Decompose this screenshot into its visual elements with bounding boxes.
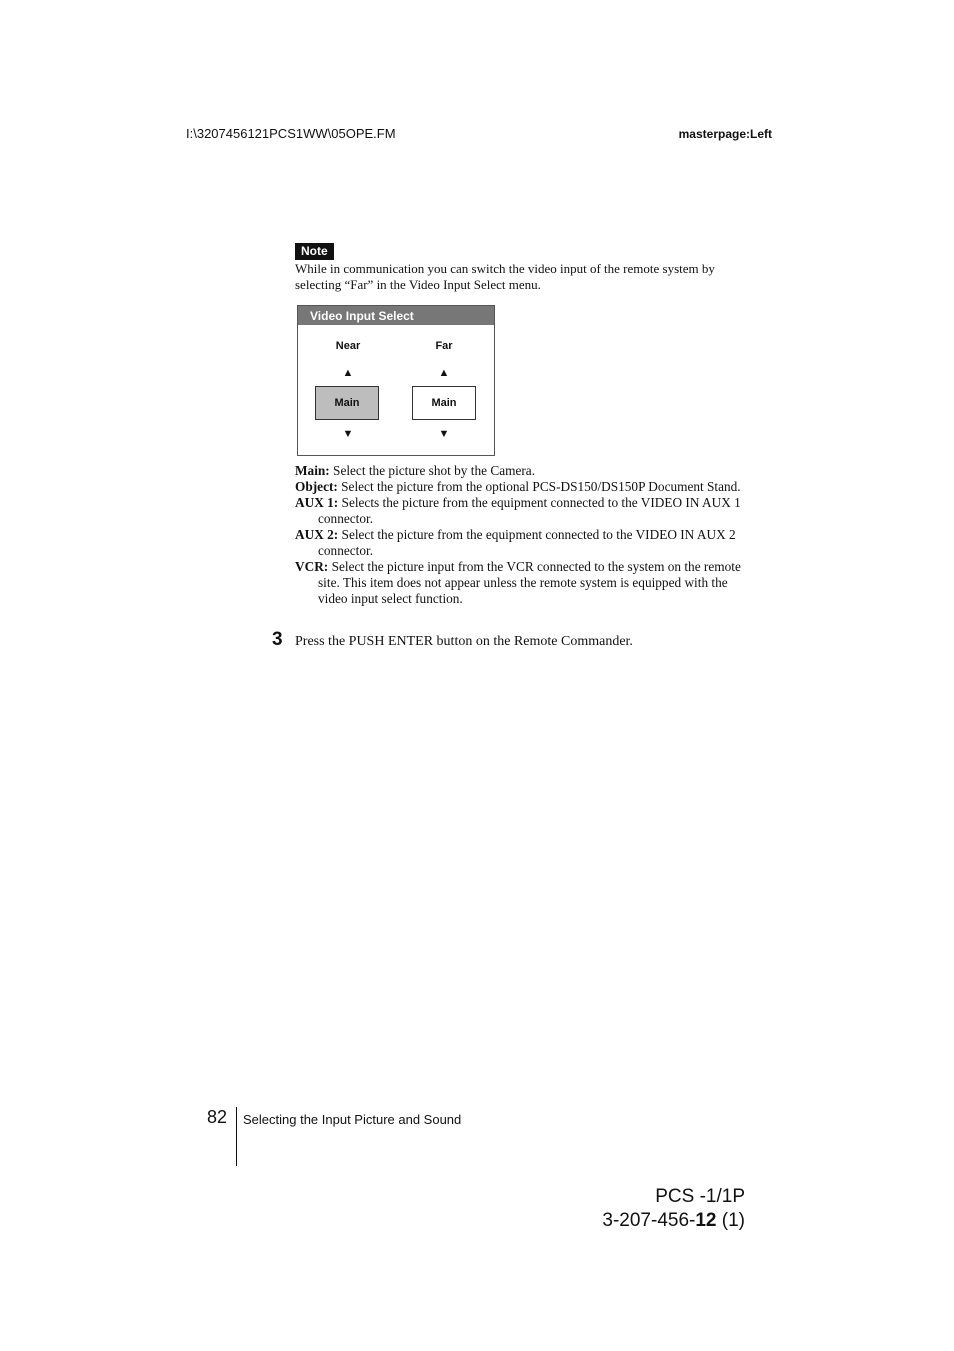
video-input-select-menu — [297, 305, 495, 456]
note-badge: Note — [295, 243, 334, 260]
near-down-arrow-icon[interactable]: ▼ — [342, 428, 354, 440]
header-file-path: I:\3207456121PCS1WW\05OPE.FM — [186, 126, 396, 141]
definition-term: AUX 1: — [295, 495, 339, 510]
definition-object — [295, 479, 747, 495]
definition-desc: Select the picture from the equipment connected to the VIDEO IN AUX 2 connector. — [318, 527, 736, 558]
definition-desc: Select the picture from the optional PCS-DS150/DS150P Document Stand. — [337, 479, 741, 494]
document-code-line2 — [602, 1210, 745, 1232]
definition-desc: Selects the picture from the equipment connected to the VIDEO IN AUX 1 connector. — [318, 495, 741, 526]
definition-main — [295, 463, 747, 479]
definition-aux1 — [295, 495, 747, 527]
definition-term: Object: — [295, 479, 338, 494]
definition-desc: Select the picture shot by the Camera. — [329, 463, 536, 478]
far-down-arrow-icon[interactable]: ▼ — [438, 428, 450, 440]
step-text: Press the PUSH ENTER button on the Remote Commander. — [295, 634, 633, 649]
definition-term: Main: — [295, 463, 330, 478]
near-main-option[interactable]: Main — [315, 386, 379, 420]
document-code-line1: PCS -1/1P — [655, 1186, 745, 1207]
near-column-label: Near — [335, 340, 361, 352]
far-column-label: Far — [435, 340, 453, 352]
footer-divider — [236, 1107, 237, 1166]
note-text: While in communication you can switch the video input of the remote system by selecting “Far” in the Video Input Select menu. — [295, 261, 715, 292]
definition-term: AUX 2: — [295, 527, 339, 542]
page-number: 82 — [207, 1107, 228, 1127]
definition-term: VCR: — [295, 559, 329, 574]
step-number: 3 — [272, 629, 283, 650]
code-prefix: 3-207-456- — [602, 1210, 696, 1231]
definition-aux2 — [295, 527, 747, 559]
definition-list — [295, 463, 747, 607]
header-masterpage: masterpage:Left — [678, 127, 772, 141]
footer-section-title: Selecting the Input Picture and Sound — [243, 1112, 462, 1127]
definition-desc: Select the picture input from the VCR connected to the system on the remote site. This item does not appear unless the remote system is equipped with the video input select function. — [318, 559, 741, 606]
far-up-arrow-icon[interactable]: ▲ — [438, 367, 450, 379]
far-main-option[interactable]: Main — [412, 386, 476, 420]
definition-vcr — [295, 559, 747, 607]
menu-title: Video Input Select — [298, 306, 494, 325]
code-bold: 12 — [695, 1210, 717, 1231]
code-suffix: (1) — [716, 1210, 745, 1231]
near-up-arrow-icon[interactable]: ▲ — [342, 367, 354, 379]
